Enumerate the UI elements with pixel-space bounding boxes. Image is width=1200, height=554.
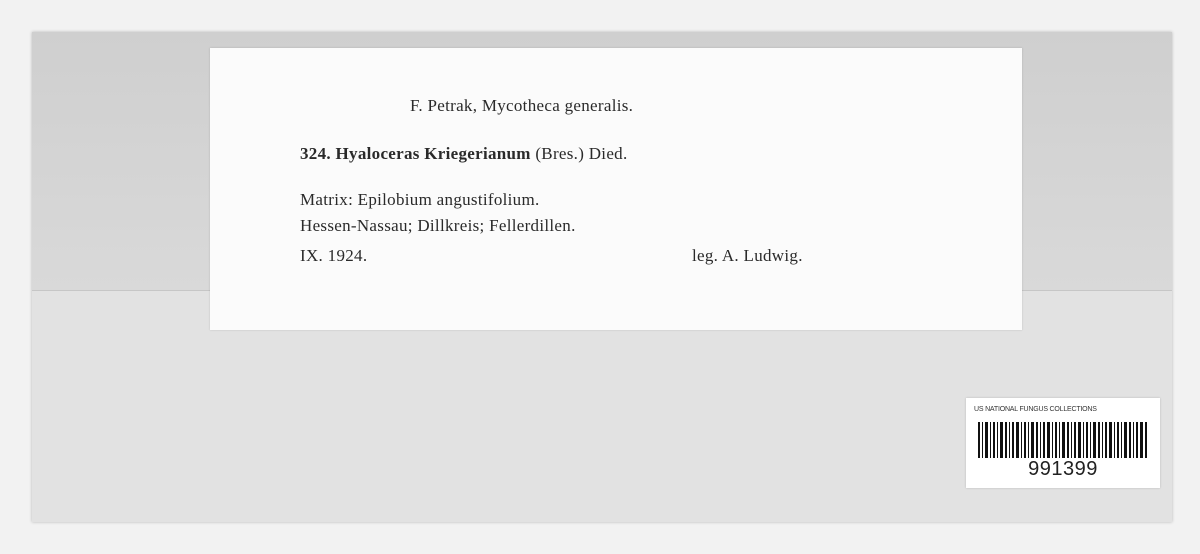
barcode-bars	[978, 422, 1148, 458]
label-date: IX. 1924.	[300, 246, 368, 265]
barcode-caption: US NATIONAL FUNGUS COLLECTIONS	[974, 406, 1097, 413]
label-matrix: Matrix: Epilobium angustifolium.	[300, 190, 540, 209]
specimen-label	[210, 48, 1022, 330]
label-species	[300, 144, 628, 164]
barcode-number: 991399	[1028, 458, 1098, 480]
label-collector: leg. A. Ludwig.	[692, 246, 803, 265]
species-name: 324. Hyaloceras Kriegerianum	[300, 144, 531, 163]
label-title: F. Petrak, Mycotheca generalis.	[410, 96, 634, 115]
barcode-label	[966, 398, 1160, 488]
label-locality: Hessen-Nassau; Dillkreis; Fellerdillen.	[300, 216, 576, 235]
species-authority: (Bres.) Died.	[535, 144, 628, 163]
